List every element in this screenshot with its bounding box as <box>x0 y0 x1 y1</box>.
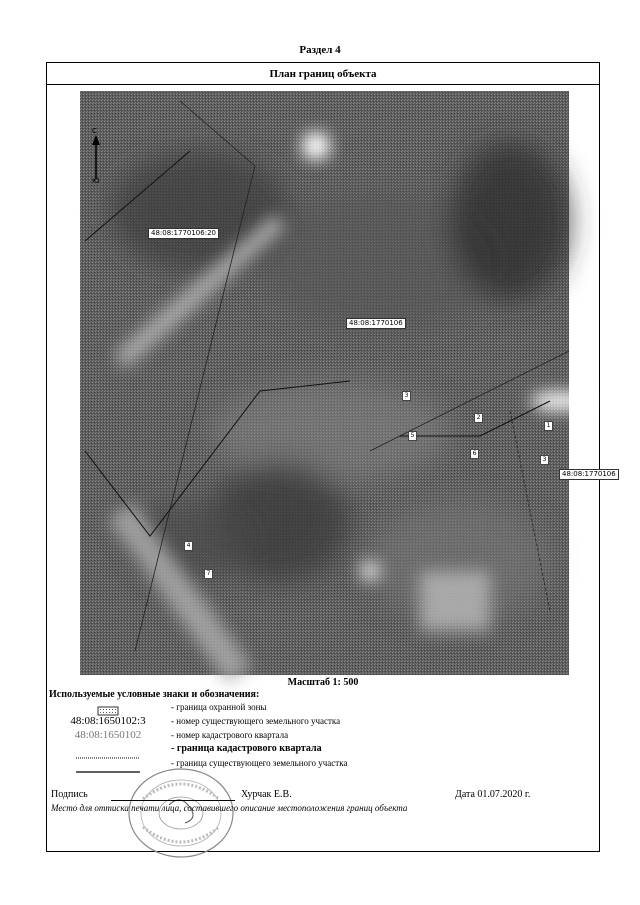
point-marker: 3 <box>540 455 549 465</box>
point-marker: 3 <box>402 391 411 401</box>
signer-name: Хурчак Е.В. <box>241 789 292 800</box>
point-marker: 1 <box>544 421 553 431</box>
legend-description: - номер кадастрового квартала <box>171 730 289 740</box>
point-marker: 2 <box>474 413 483 423</box>
point-marker: 6 <box>470 449 479 459</box>
legend-item <box>47 743 599 757</box>
map-imagery <box>80 91 569 675</box>
compass-north-label: С <box>92 127 97 135</box>
parcel-number-symbol: 48:08:1650102:3 <box>70 715 146 727</box>
legend-description: - граница существующего земельного участка <box>171 758 348 768</box>
signature-row <box>51 789 581 803</box>
stamp-seal <box>125 765 237 861</box>
legend-item <box>47 729 599 743</box>
map-scale: Масштаб 1: 500 <box>287 677 359 688</box>
parcel-label: 48:08:1770106:20 <box>148 228 219 239</box>
signature-line <box>111 800 235 801</box>
legend-description: - граница кадастрового квартала <box>171 743 322 754</box>
legend-description: - граница охранной зоны <box>171 702 267 712</box>
signature-label: Подпись <box>51 789 88 800</box>
plan-title: План границ объекта <box>47 63 599 85</box>
legend-item <box>47 715 599 729</box>
legend-title: Используемые условные знаки и обозначения: <box>49 689 260 700</box>
compass-south-label: Ю <box>92 177 100 185</box>
legend-item <box>47 701 599 715</box>
point-marker: 7 <box>204 569 213 579</box>
quarter-label: 48:08:1770106 <box>346 318 406 329</box>
quarter-label-east: 48:08:1770106 <box>559 469 619 480</box>
quarter-number-symbol: 48:08:1650102 <box>74 729 142 741</box>
point-marker: 4 <box>184 541 193 551</box>
section-title: Раздел 4 <box>299 44 341 56</box>
signature-date: Дата 01.07.2020 г. <box>455 789 531 800</box>
point-marker: 5 <box>408 431 417 441</box>
stamp-note: Место для оттиска печати лица, составившего описание местоположения границ объекта <box>51 803 408 813</box>
aerial-map <box>80 91 616 675</box>
document-frame <box>46 62 616 852</box>
legend-description: - номер существующего земельного участка <box>171 716 341 726</box>
north-arrow <box>90 127 104 187</box>
